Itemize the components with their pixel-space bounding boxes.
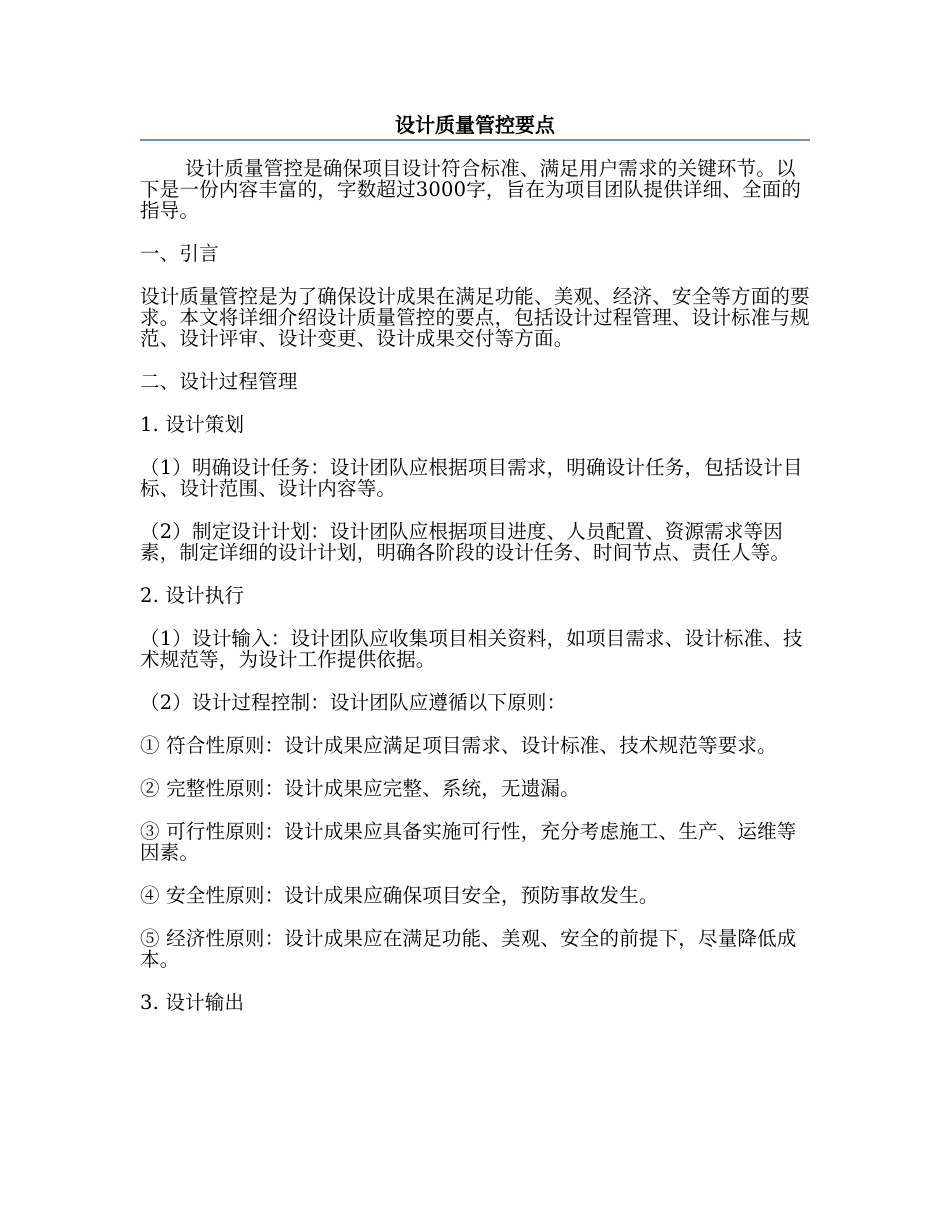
subsection-heading-design-output: 3. 设计输出 [140,991,245,1014]
list-item-paragraph: （1）设计输入：设计团队应收集项目相关资料，如项目需求、设计标准、技术规范等，为设计工作提供依据。 [140,627,803,671]
principle-item: ① 符合性原则：设计成果应满足项目需求、设计标准、技术规范等要求。 [140,734,777,757]
section-heading-introduction: 一、引言 [140,242,219,265]
principle-item: ③ 可行性原则：设计成果应具备实施可行性，充分考虑施工、生产、运维等因素。 [140,820,797,864]
subsection-heading-design-execution: 2. 设计执行 [140,584,245,607]
principle-item: ② 完整性原则：设计成果应完整、系统，无遗漏。 [140,777,580,800]
document-body [140,158,810,1035]
body-paragraph: 设计质量管控是为了确保设计成果在满足功能、美观、经济、安全等方面的要求。本文将详细介绍设计质量管控的要点，包括设计过程管理、设计标准与规范、设计评审、设计变更、设计成果交付等方面。 [140,285,810,350]
title-underline [140,139,810,141]
intro-paragraph: 设计质量管控是确保项目设计符合标准、满足用户需求的关键环节。以下是一份内容丰富的，字数超过3000字，旨在为项目团队提供详细、全面的指导。 [140,157,802,222]
list-item-paragraph: （1）明确设计任务：设计团队应根据项目需求，明确设计任务，包括设计目标、设计范围、设计内容等。 [140,456,803,500]
principle-item: ⑤ 经济性原则：设计成果应在满足功能、美观、安全的前提下，尽量降低成本。 [140,927,797,971]
document-title: 设计质量管控要点 [395,113,555,137]
section-heading-process-management: 二、设计过程管理 [140,370,298,393]
list-item-paragraph: （2）制定设计计划：设计团队应根据项目进度、人员配置、资源需求等因素，制定详细的设计计划，明确各阶段的设计任务、时间节点、责任人等。 [140,520,791,564]
principle-item: ④ 安全性原则：设计成果应确保项目安全，预防事故发生。 [140,884,659,907]
list-item-paragraph: （2）设计过程控制：设计团队应遵循以下原则： [140,691,567,714]
subsection-heading-design-planning: 1. 设计策划 [140,413,245,436]
